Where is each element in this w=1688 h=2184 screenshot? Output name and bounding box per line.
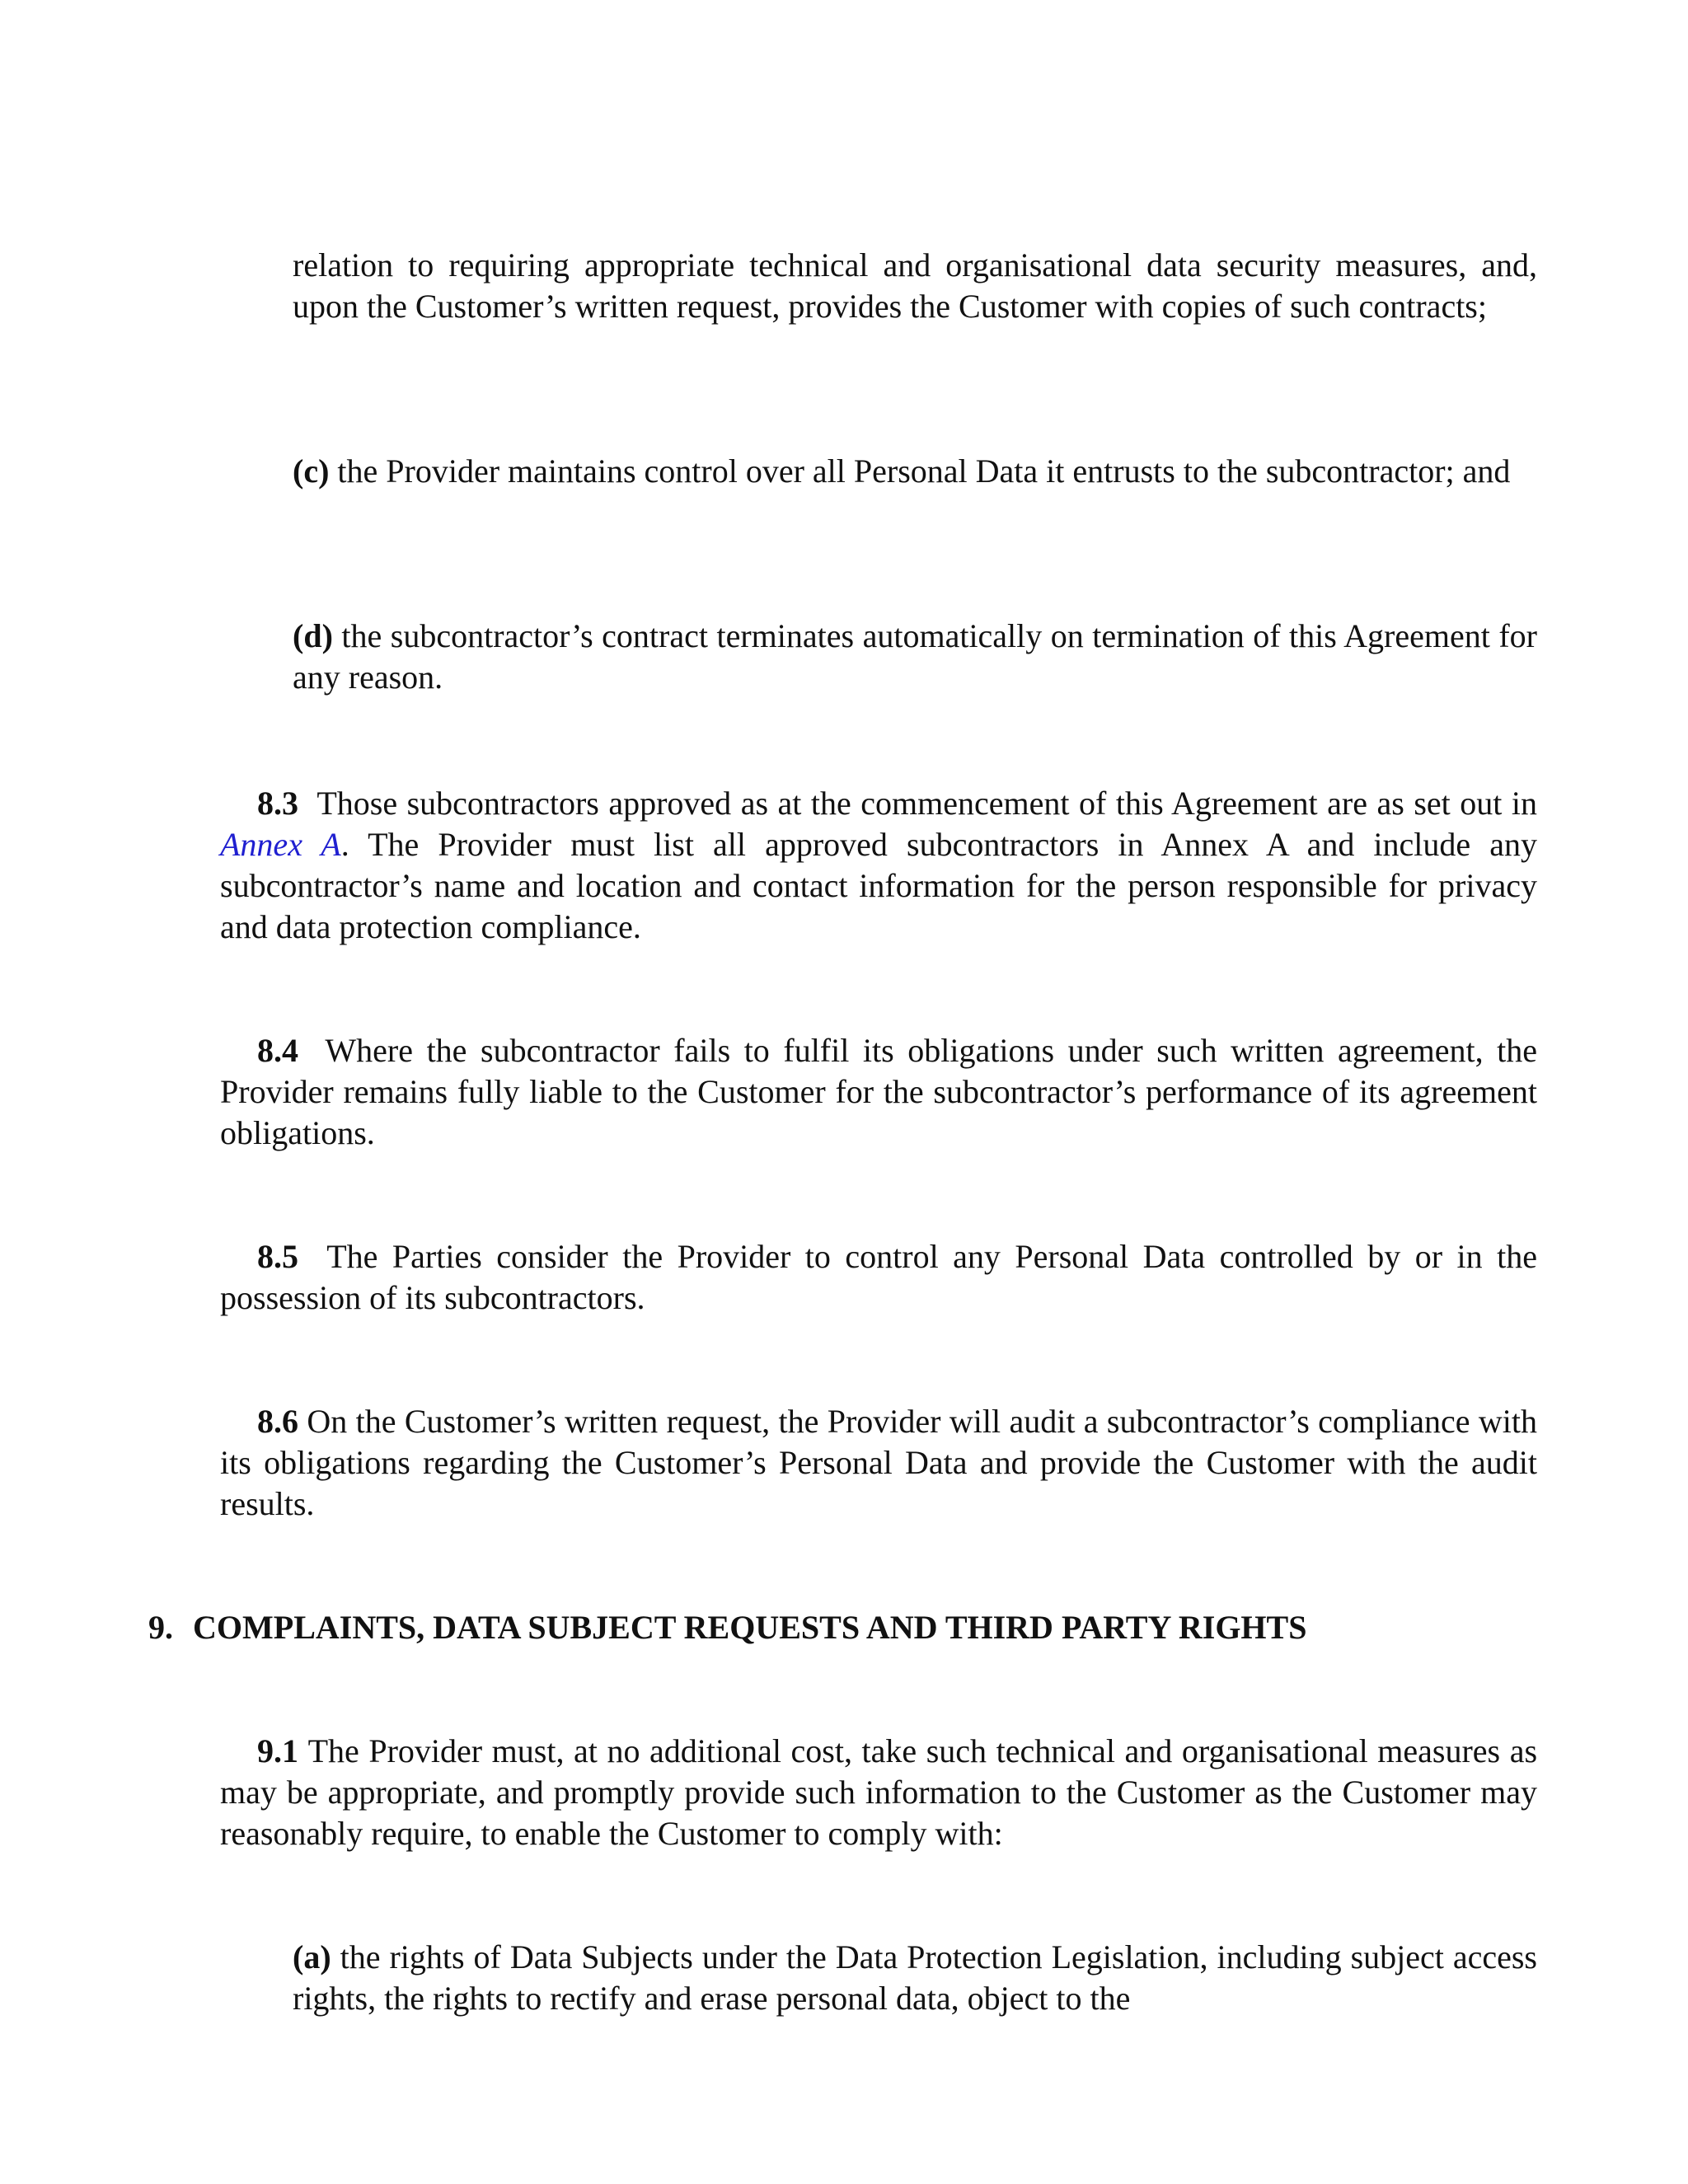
subclause-d: [293, 616, 1537, 698]
section-9-heading: [148, 1607, 1550, 1648]
section-title: COMPLAINTS, DATA SUBJECT REQUESTS AND THIRD PARTY RIGHTS: [193, 1609, 1307, 1646]
paragraph-text: relation to requiring appropriate technical and organisational data security measures, and, upon the Customer’s written request, provides the Customer with copies of such contracts;: [293, 246, 1537, 325]
subclause-c: [293, 451, 1537, 492]
clause-8-6: [220, 1401, 1537, 1525]
clause-number: 8.3: [257, 785, 298, 822]
subclause-text: the rights of Data Subjects under the Data Protection Legislation, including subject access rights, the rights to rectify and erase personal data, object to the: [293, 1938, 1537, 2017]
clause-8-5: [220, 1236, 1537, 1319]
clause-8-3: [220, 783, 1537, 948]
subclause-label: (c): [293, 452, 330, 490]
subclause-text: the Provider maintains control over all Personal Data it entrusts to the subcontractor; and: [329, 452, 1511, 490]
clause-text: The Parties consider the Provider to control any Personal Data controlled by or in the possession of its subcontractors.: [220, 1238, 1537, 1316]
clause-text: Those subcontractors approved as at the commencement of this Agreement are as set out in: [316, 785, 1538, 822]
clause-text-continued: . The Provider must list all approved subcontractors in Annex A and include any subcontractor’s name and location and contact information for the person responsible for privacy and data protection compliance.: [220, 826, 1537, 945]
subclause-label: (a): [293, 1938, 331, 1975]
subclause-label: (d): [293, 617, 333, 654]
clause-number: 8.4: [257, 1032, 298, 1069]
paragraph-continuation: [293, 245, 1537, 327]
clause-number: 9.1: [257, 1732, 298, 1769]
clause-text: On the Customer’s written request, the Provider will audit a subcontractor’s compliance with its obligations regarding the Customer’s Personal Data and provide the Customer with the audit results.: [220, 1403, 1538, 1522]
subclause-text: the subcontractor’s contract terminates automatically on termination of this Agreement for any reason.: [293, 617, 1537, 696]
subclause-a: [293, 1937, 1537, 2019]
clause-8-4: [220, 1030, 1537, 1154]
clause-9-1: [220, 1731, 1537, 1854]
section-number: 9.: [148, 1609, 173, 1646]
clause-text: The Provider must, at no additional cost, take such technical and organisational measures as may be appropriate, and promptly provide such information to the Customer as the Customer may reasonably require, to enable the Customer to comply with:: [220, 1732, 1538, 1852]
clause-number: 8.6: [257, 1403, 298, 1440]
annex-a-link[interactable]: Annex A: [220, 826, 341, 863]
clause-text: Where the subcontractor fails to fulfil its obligations under such written agreement, the Provider remains fully liable to the Customer for the subcontractor’s performance of its agreement obligations.: [220, 1032, 1538, 1151]
clause-number: 8.5: [257, 1238, 298, 1275]
